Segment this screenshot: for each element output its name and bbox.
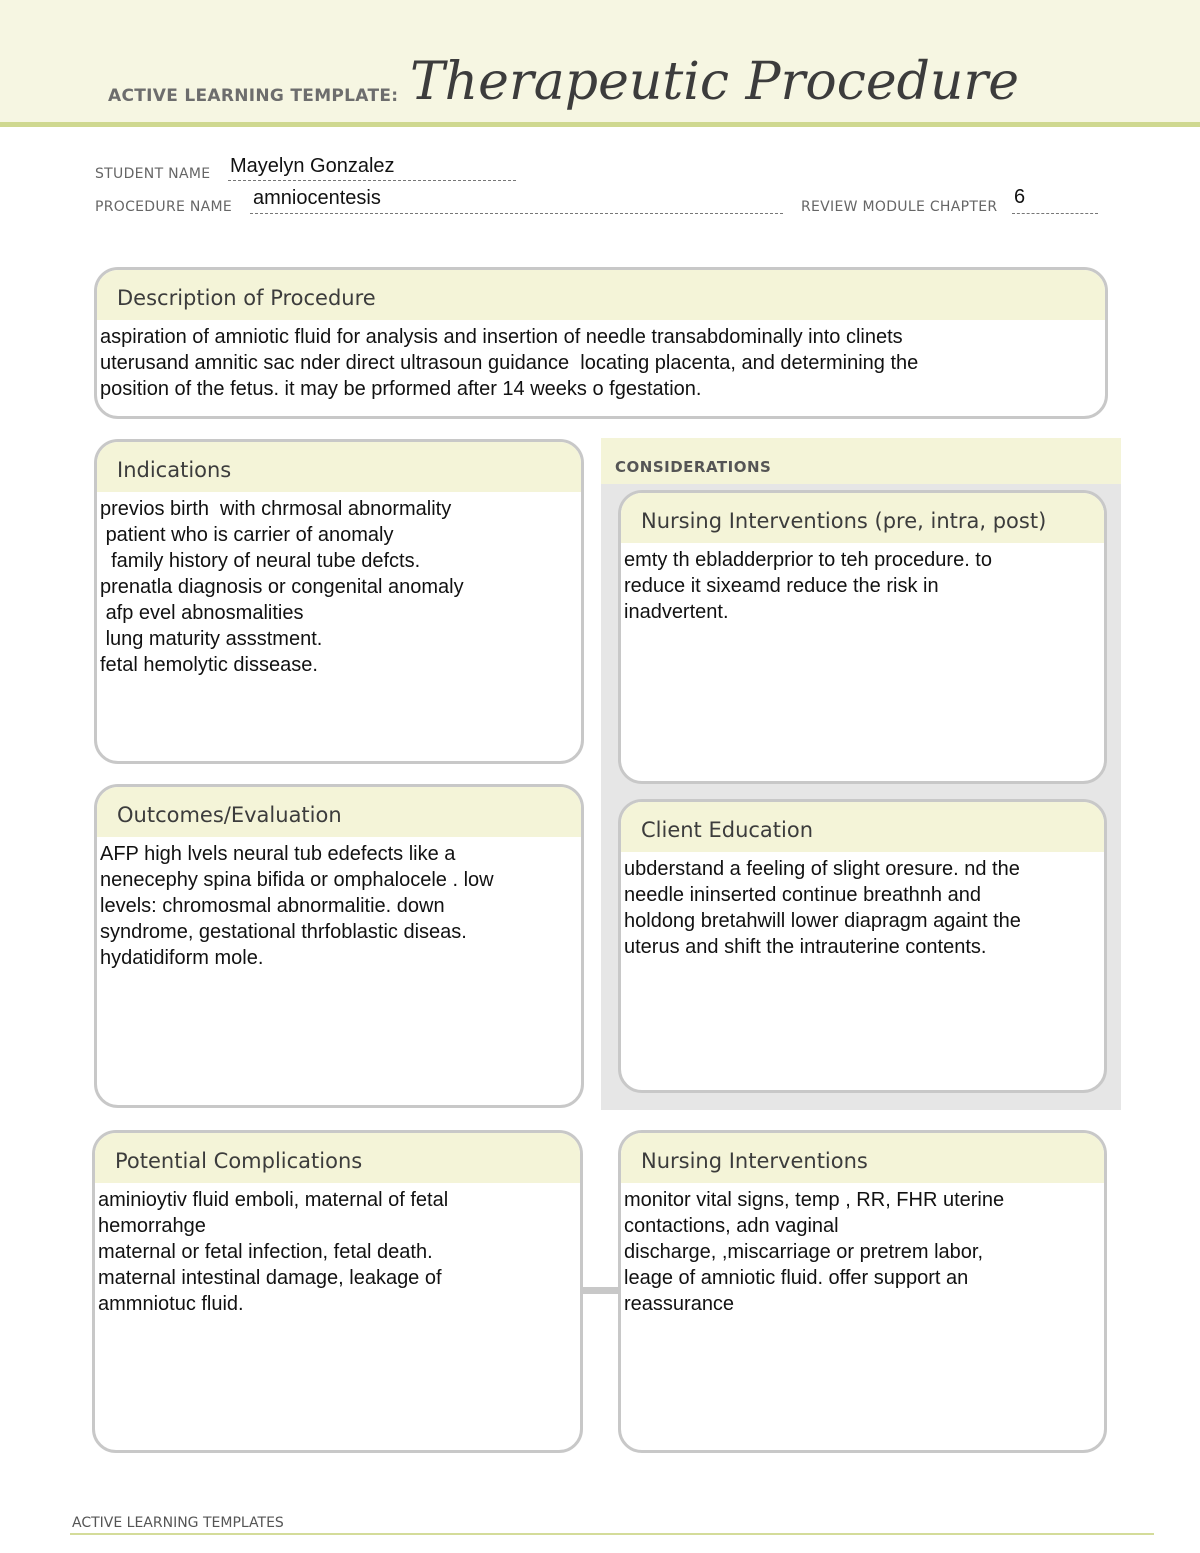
nursing-interventions-header bbox=[621, 1133, 1104, 1183]
indications-box bbox=[94, 439, 584, 764]
indications-header bbox=[97, 442, 581, 492]
nursing-interventions-title: Nursing Interventions bbox=[641, 1149, 868, 1173]
template-label: ACTIVE LEARNING TEMPLATE: bbox=[108, 86, 399, 106]
client-education-box bbox=[618, 799, 1107, 1093]
nursing-interventions-pre-title: Nursing Interventions (pre, intra, post) bbox=[641, 509, 1047, 533]
description-header bbox=[97, 270, 1105, 320]
nursing-interventions-text[interactable]: monitor vital signs, temp , RR, FHR uterine contactions, adn vaginal discharge, ,miscarriage or pretrem labor, leage of amniotic fluid. offer support an reassurance bbox=[624, 1189, 1005, 1315]
description-title: Description of Procedure bbox=[117, 286, 376, 310]
description-text[interactable]: aspiration of amniotic fluid for analysis and insertion of needle transabdominally into clinets uterusand amnitic sac nder direct ultrasoun guidance locating placenta, and determining the position of the fetus. it may be prformed after 14 weeks o fgestation. bbox=[100, 326, 919, 400]
complications-box bbox=[92, 1130, 583, 1453]
student-name-line bbox=[228, 180, 516, 181]
review-module-field[interactable]: 6 bbox=[1014, 186, 1026, 208]
connector-bar bbox=[582, 1287, 620, 1294]
indications-title: Indications bbox=[117, 458, 232, 482]
considerations-label: CONSIDERATIONS bbox=[615, 458, 772, 476]
indications-text[interactable]: previos birth with chrmosal abnormality patient who is carrier of anomaly family history of neural tube defcts. prenatla diagnosis or congenital anomaly afp evel abnosmalities lung maturity assstment. fetal hemolytic dissease. bbox=[100, 498, 464, 676]
review-module-line bbox=[1012, 213, 1098, 214]
student-name-field[interactable]: Mayelyn Gonzalez bbox=[230, 155, 395, 177]
outcomes-box bbox=[94, 784, 584, 1108]
page-title: Therapeutic Procedure bbox=[410, 52, 1019, 112]
client-education-title: Client Education bbox=[641, 818, 814, 842]
nursing-interventions-pre-header bbox=[621, 493, 1104, 543]
complications-header bbox=[95, 1133, 580, 1183]
nursing-interventions-box bbox=[618, 1130, 1107, 1453]
outcomes-text[interactable]: AFP high lvels neural tub edefects like a nenecephy spina bifida or omphalocele . low levels: chromosmal abnormalitie. down syndrome, gestational thrfoblastic diseas. hydatidiform mole. bbox=[100, 843, 494, 969]
client-education-header bbox=[621, 802, 1104, 852]
procedure-name-label: PROCEDURE NAME bbox=[95, 199, 233, 215]
client-education-text[interactable]: ubderstand a feeling of slight oresure. nd the needle ininserted continue breathnh and holdong bretahwill lower diapragm againt the uterus and shift the intrauterine contents. bbox=[624, 858, 1021, 958]
footer-label: ACTIVE LEARNING TEMPLATES bbox=[72, 1515, 284, 1531]
procedure-name-line bbox=[250, 213, 783, 214]
footer-rule bbox=[70, 1533, 1154, 1535]
description-box bbox=[94, 267, 1108, 419]
outcomes-header bbox=[97, 787, 581, 837]
complications-title: Potential Complications bbox=[115, 1149, 363, 1173]
procedure-name-field[interactable]: amniocentesis bbox=[253, 187, 381, 209]
nursing-interventions-pre-text[interactable]: emty th ebladderprior to teh procedure. to reduce it sixeamd reduce the risk in inadvertent. bbox=[624, 549, 992, 623]
complications-text[interactable]: aminioytiv fluid emboli, maternal of fetal hemorrahge maternal or fetal infection, fetal death. maternal intestinal damage, leakage of ammniotuc fluid. bbox=[98, 1189, 449, 1315]
nursing-interventions-pre-box bbox=[618, 490, 1107, 784]
outcomes-title: Outcomes/Evaluation bbox=[117, 803, 342, 827]
student-name-label: STUDENT NAME bbox=[95, 166, 211, 182]
review-module-label: REVIEW MODULE CHAPTER bbox=[801, 199, 998, 215]
header-rule bbox=[0, 122, 1200, 127]
